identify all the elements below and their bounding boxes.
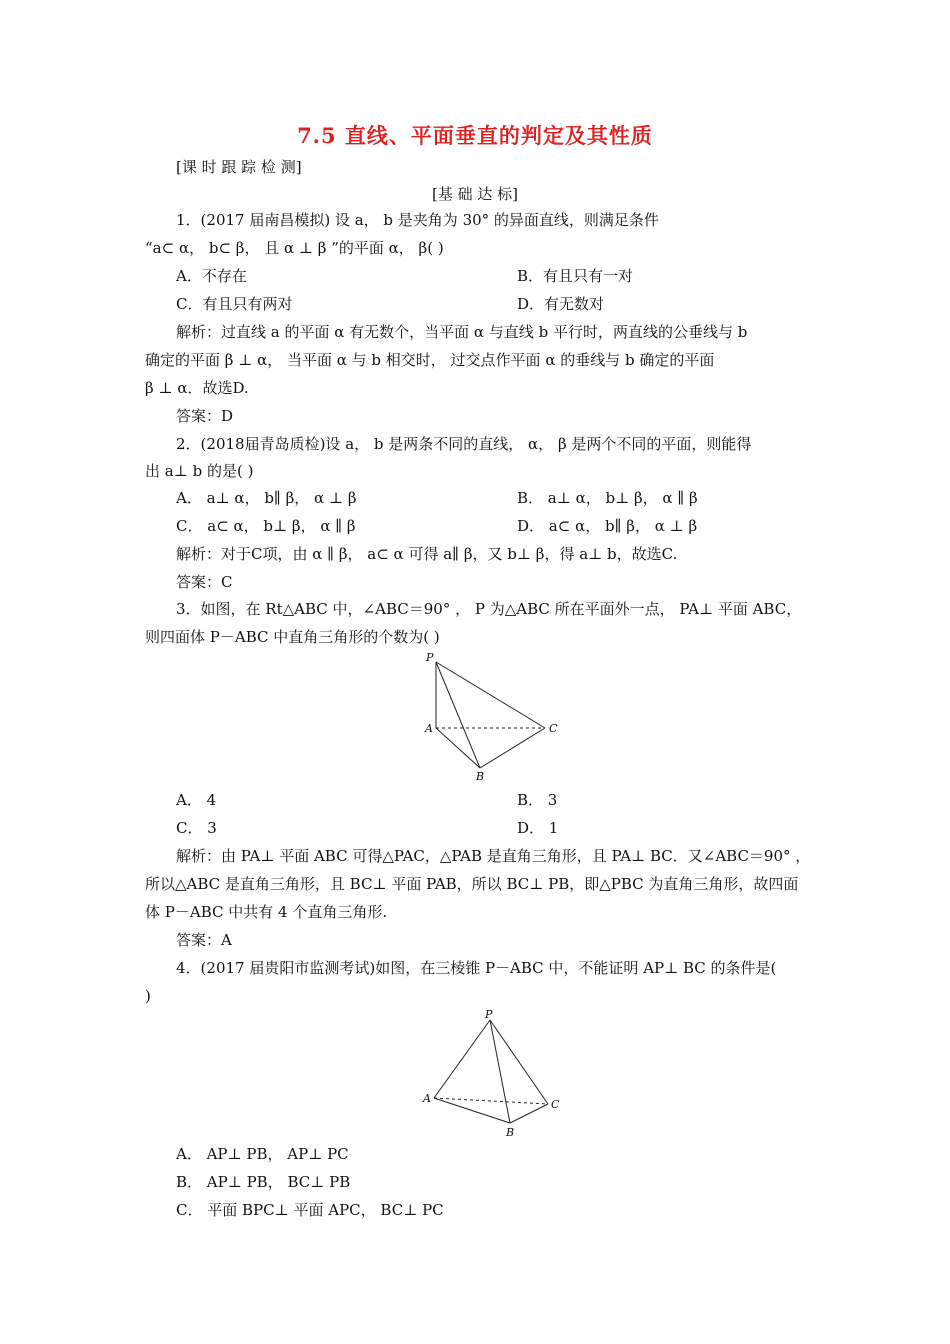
label-b: B <box>476 770 485 783</box>
q1-answer: 答案：D <box>176 407 234 425</box>
q3-option-a: A． 4 <box>176 791 217 809</box>
edge-pb <box>436 662 480 768</box>
edge-bc <box>510 1104 548 1123</box>
label-a: A <box>425 722 433 735</box>
page-title: 7.5 直线、平面垂直的判定及其性质 <box>297 123 653 148</box>
edge-ab <box>436 728 480 768</box>
label-p: P <box>426 651 434 664</box>
label-c: C <box>551 1098 560 1111</box>
label-a: A <box>423 1092 431 1105</box>
q2-option-a: A． a⊥ α， b∥ β， α ⊥ β <box>176 489 357 507</box>
edge-pc <box>490 1020 548 1104</box>
q4-tetrahedron-figure <box>420 1008 570 1143</box>
q3-analysis-line2: 所以△ABC 是直角三角形，且 BC⊥ 平面 PAB，所以 BC⊥ PB，即△PBC 为直角三角形，故四面 <box>145 875 799 893</box>
q4-stem-line1: 4．(2017 届贵阳市监测考试)如图，在三棱锥 P－ABC 中，不能证明 AP⊥ BC 的条件是( <box>176 959 777 977</box>
q1-option-c: C．有且只有两对 <box>176 295 293 313</box>
q1-analysis-line3: β ⊥ α．故选D. <box>145 379 249 397</box>
q1-option-d: D．有无数对 <box>517 295 605 313</box>
q4-stem-line2: ) <box>145 987 151 1005</box>
q3-tetrahedron-figure <box>420 650 570 785</box>
q1-option-b: B．有且只有一对 <box>517 267 634 285</box>
q2-analysis-line1: 解析：对于C项，由 α ∥ β， a⊂ α 可得 a∥ β，又 b⊥ β，得 a⊥ b，故选C. <box>176 545 678 563</box>
q1-analysis-line2: 确定的平面 β ⊥ α， 当平面 α 与 b 相交时， 过交点作平面 α 的垂线与 b 确定的平面 <box>145 351 715 369</box>
q4-option-b: B． AP⊥ PB， BC⊥ PB <box>176 1173 351 1191</box>
subsection-label: [基 础 达 标] <box>431 185 518 203</box>
q4-option-c: C． 平面 BPC⊥ 平面 APC， BC⊥ PC <box>176 1201 444 1219</box>
q2-option-c: C． a⊂ α， b⊥ β， α ∥ β <box>176 517 356 535</box>
edge-pa <box>434 1020 490 1098</box>
q3-option-b: B． 3 <box>517 791 558 809</box>
q3-stem-line1: 3．如图，在 Rt△ABC 中，∠ABC＝90° ， P 为△ABC 所在平面外一点， PA⊥ 平面 ABC， <box>176 600 802 618</box>
q1-stem-line2: “a⊂ α， b⊂ β， 且 α ⊥ β ”的平面 α， β( ) <box>145 239 444 257</box>
label-b: B <box>506 1126 515 1139</box>
section-label: [课 时 跟 踪 检 测] <box>176 158 302 176</box>
q3-answer: 答案：A <box>176 931 232 949</box>
q2-option-d: D． a⊂ α， b∥ β， α ⊥ β <box>517 517 698 535</box>
q3-analysis-line3: 体 P－ABC 中共有 4 个直角三角形. <box>145 903 388 921</box>
q2-answer: 答案：C <box>176 573 233 591</box>
q3-option-d: D． 1 <box>517 819 559 837</box>
edge-pc <box>436 662 545 728</box>
q1-option-a: A．不存在 <box>176 267 247 285</box>
q3-analysis-line1: 解析：由 PA⊥ 平面 ABC 可得△PAC，△PAB 是直角三角形，且 PA⊥ BC．又∠ABC＝90° ， <box>176 847 811 865</box>
edge-bc <box>480 728 545 768</box>
q2-option-b: B． a⊥ α， b⊥ β， α ∥ β <box>517 489 698 507</box>
q2-stem-line2: 出 a⊥ b 的是( ) <box>145 462 254 480</box>
q4-option-a: A． AP⊥ PB， AP⊥ PC <box>176 1145 349 1163</box>
edge-pb <box>490 1020 510 1123</box>
q3-option-c: C． 3 <box>176 819 217 837</box>
q3-stem-line2: 则四面体 P－ABC 中直角三角形的个数为( ) <box>145 628 440 646</box>
q1-analysis-line1: 解析：过直线 a 的平面 α 有无数个，当平面 α 与直线 b 平行时，两直线的公垂线与 b <box>176 323 748 341</box>
edge-ab <box>434 1098 510 1123</box>
label-p: P <box>485 1008 493 1021</box>
q1-stem-line1: 1．(2017 届南昌模拟) 设 a， b 是夹角为 30° 的异面直线，则满足条件 <box>176 211 659 229</box>
q2-stem-line1: 2．(2018届青岛质检)设 a， b 是两条不同的直线， α， β 是两个不同的平面，则能得 <box>176 435 752 453</box>
label-c: C <box>549 722 558 735</box>
